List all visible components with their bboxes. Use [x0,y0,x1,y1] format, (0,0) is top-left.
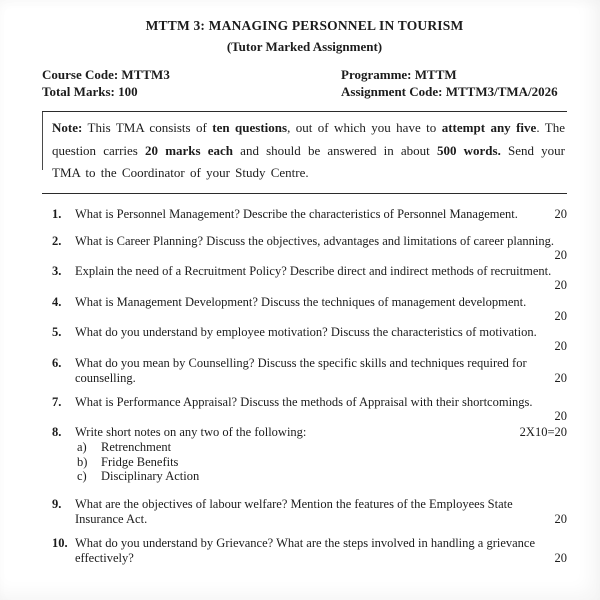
question-text: effectively? [75,550,134,565]
question-marks-line [75,279,567,292]
question-marks: 20 [554,550,567,565]
programme: Programme: MTTM [341,67,457,82]
question-line [75,512,567,527]
subitem-label: Disciplinary Action [101,469,200,483]
assignment-code: Assignment Code: MTTM3/TMA/2026 [341,84,558,99]
question-text: What are the objectives of labour welfare? Mention the features of the Employees State [75,496,513,511]
question-marks-line [75,340,567,353]
question-marks: 20 [554,370,567,385]
question-marks: 20 [554,308,567,323]
question-marks: 2X10=20 [519,425,567,439]
note-bold-segment: ten questions [212,120,288,135]
question-row [52,325,567,353]
question-subitem [77,440,567,455]
note-segment: and should be answered in about [233,142,437,158]
question-number: 5. [52,325,62,339]
note-segment: , out of which you have to [287,120,442,135]
question-number: 3. [52,264,62,278]
note-text [52,117,565,185]
question-number: 4. [52,294,62,309]
question-row [52,536,567,566]
question-line [75,207,567,222]
question-line [75,551,567,566]
note-bold-segment: 20 marks each [145,142,234,158]
note-bold-segment: 500 words. [436,142,501,158]
meta-left-column [42,66,341,100]
question-text: What do you understand by Grievance? What are the steps involved in handling a grievance [75,535,536,550]
note-segment: . The question carries [52,120,565,158]
question-body [75,234,567,262]
document-title: MTTM 3: MANAGING PERSONNEL IN TOURISM [145,18,464,33]
question-row [52,295,567,323]
question-body [75,264,567,292]
question-marks: 20 [554,247,567,262]
question-marks-line [75,249,567,262]
question-row [52,425,567,484]
question-body [75,497,567,527]
question-text: Explain the need of a Recruitment Policy? Describe direct and indirect methods of recruitment. [75,264,552,278]
meta-right-column [341,66,567,100]
note-bold-segment: Note: [52,120,83,135]
question-marks: 20 [554,206,567,221]
question-line [75,425,567,440]
question-line [75,497,567,512]
question-marks-line [75,310,567,323]
question-number: 10. [52,535,68,550]
question-text: Insurance Act. [75,511,148,526]
question-line [75,264,567,279]
question-row [52,207,567,222]
note-bold-segment: attempt any five [441,120,537,135]
question-row [52,395,567,423]
question-body [75,207,567,222]
question-number: 8. [52,425,62,439]
question-number: 6. [52,355,62,370]
note-box [42,111,567,194]
question-body [75,295,567,323]
question-text: What is Career Planning? Discuss the objectives, advantages and limitations of career planning. [75,233,555,248]
subitem-key: c) [77,469,87,483]
question-subitem [77,469,567,484]
question-marks: 20 [554,408,567,423]
course-code: Course Code: MTTM3 [42,67,170,82]
question-marks: 20 [554,511,567,526]
note-segment: Send your TMA to the Coordinator of your Study Centre. [52,142,565,180]
question-text: What is Management Development? Discuss the techniques of management development. [75,294,527,309]
question-text: What do you understand by employee motivation? Discuss the characteristics of motivation. [75,325,537,339]
question-body [75,425,567,484]
question-number: 7. [52,394,62,409]
question-line [75,371,567,386]
question-line [75,536,567,551]
question-list [42,207,567,566]
question-marks: 20 [554,278,567,292]
subitem-key: b) [77,454,88,469]
question-body [75,395,567,423]
meta-section [42,66,567,100]
note-left-border [42,112,43,170]
question-body [75,356,567,386]
subitem-key: a) [77,440,87,454]
document-subtitle: (Tutor Marked Assignment) [226,39,383,54]
question-row [52,264,567,292]
question-subitem [77,455,567,470]
question-row [52,234,567,262]
question-line [75,395,567,410]
question-row [52,356,567,386]
question-line [75,356,567,371]
question-marks: 20 [554,339,567,353]
question-row [52,497,567,527]
question-text: counselling. [75,370,136,385]
question-body [75,325,567,353]
question-line [75,325,567,340]
question-line [75,234,567,249]
question-number: 2. [52,233,62,248]
question-body [75,536,567,566]
question-marks-line [75,410,567,423]
question-number: 9. [52,496,62,511]
question-text: What do you mean by Counselling? Discuss the specific skills and techniques required for [75,355,527,370]
total-marks: Total Marks: 100 [42,84,138,99]
question-line [75,295,567,310]
subitem-label: Fridge Benefits [101,454,179,469]
subitem-label: Retrenchment [101,440,172,454]
question-number: 1. [52,206,62,221]
note-segment: This TMA consists of [82,120,213,135]
question-text: What is Performance Appraisal? Discuss the methods of Appraisal with their shortcomings. [75,394,533,409]
question-text: Write short notes on any two of the following: [75,425,307,439]
question-text: What is Personnel Management? Describe the characteristics of Personnel Management. [75,206,518,221]
